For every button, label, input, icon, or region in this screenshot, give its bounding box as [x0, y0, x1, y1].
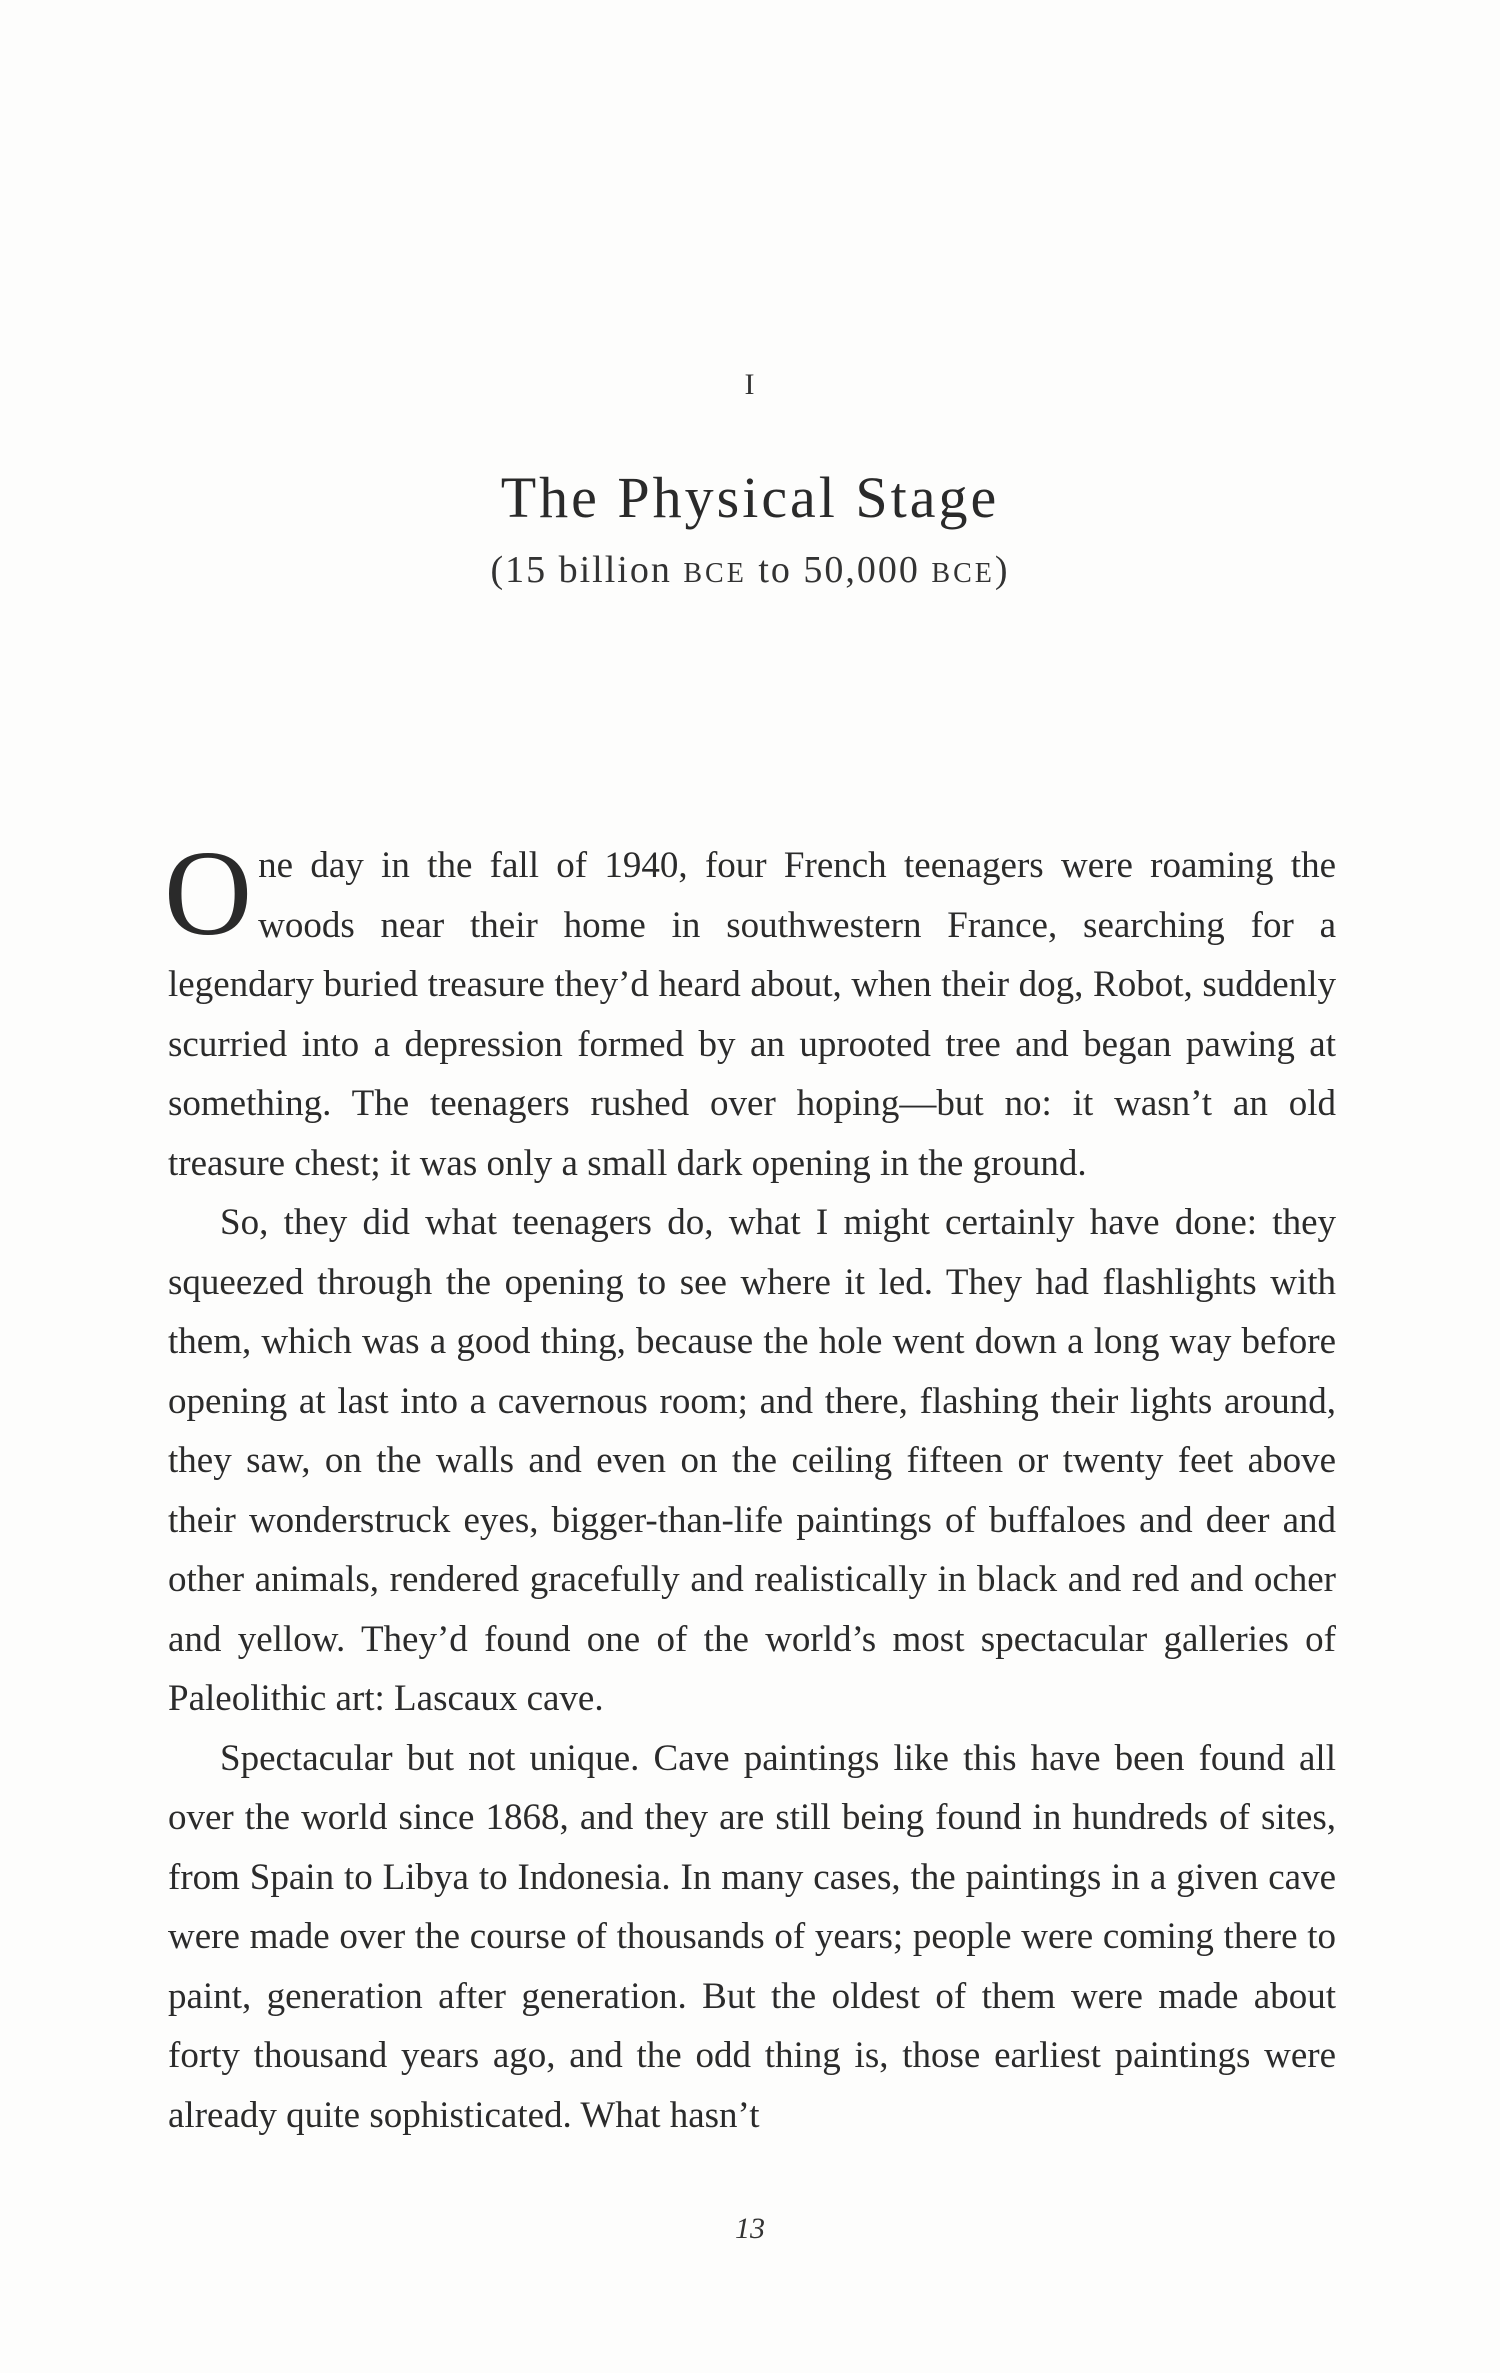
paragraph-1-text: ne day in the fall of 1940, four French teenagers were roaming the woods near their home in southwestern France, searching for a legendary buried treasure they’d heard about, when their dog, Robot, suddenly scurried into a depression formed by an uprooted tree and began pawing at something. The teenagers rushed over hoping—but no: it wasn’t an old treasure chest; it was only a small dark opening in the ground. — [168, 845, 1336, 1184]
paragraph-1 — [164, 826, 1336, 1193]
page-number: 13 — [735, 2212, 765, 2245]
body-text — [164, 826, 1336, 2145]
paragraph-3: Spectacular but not unique. Cave paintings like this have been found all over the world since 1868, and they are still being found in hundreds of sites, from Spain to Libya to Indonesia. In many cases, the paintings in a given cave were made over the course of thousands of years; people were coming there to paint, generation after generation. But the oldest of them were made about forty thousand years ago, and the odd thing is, those earliest paintings were already quite sophisticated. What hasn’t — [168, 1737, 1336, 2136]
subtitle-bce-end: BCE — [931, 558, 995, 589]
subtitle-open: (15 billion — [490, 549, 684, 591]
subtitle-mid: to 50,000 — [746, 549, 932, 591]
chapter-subtitle — [0, 548, 1500, 592]
chapter-number: I — [744, 368, 756, 401]
subtitle-bce-start: BCE — [683, 558, 747, 589]
drop-cap: O — [164, 826, 253, 961]
chapter-title: The Physical Stage — [500, 465, 1000, 530]
subtitle-close: ) — [994, 549, 1010, 591]
paragraph-2: So, they did what teenagers do, what I might certainly have done: they squeezed through the opening to see where it led. They had flashlights with them, which was a good thing, because the hole went down a long way before opening at last into a cavernous room; and there, flashing their lights around, they saw, on the walls and even on the ceiling fifteen or twenty feet above their wonderstruck eyes, bigger-than-life paintings of buffaloes and deer and other animals, rendered gracefully and realistically in black and red and ocher and yellow. They’d found one of the world’s most spectacular galleries of Paleolithic art: Lascaux cave. — [168, 1202, 1336, 1719]
